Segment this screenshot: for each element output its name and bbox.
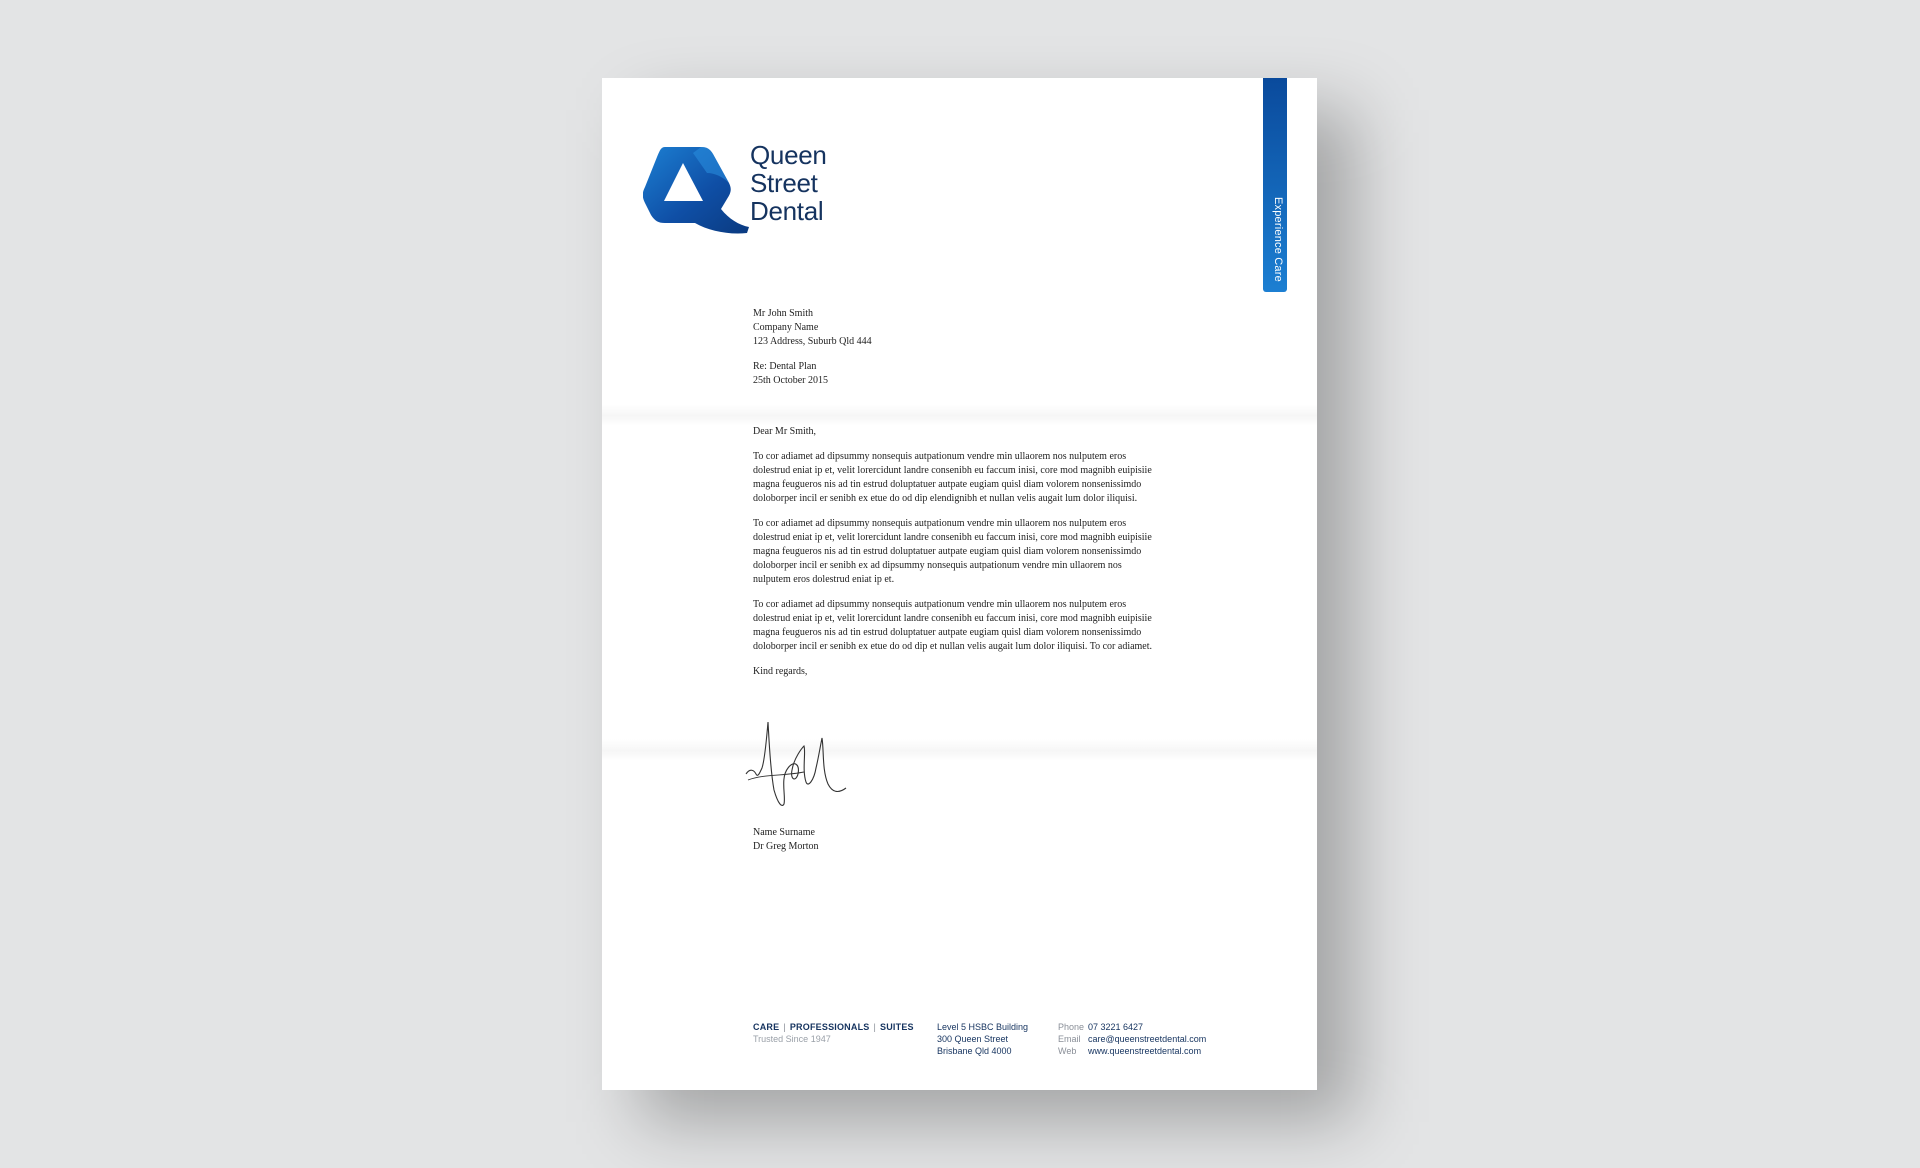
- footer-contact: [1058, 1021, 1206, 1057]
- recipient-block: [753, 307, 1218, 349]
- logo-mark-icon: [643, 143, 749, 235]
- web-link[interactable]: www.queenstreetdental.com: [1088, 1046, 1202, 1056]
- footer-nav: [753, 1021, 914, 1045]
- reference-block: [753, 360, 1218, 388]
- paragraph-3: [753, 598, 1218, 654]
- paragraph-1: [753, 450, 1218, 506]
- paragraph-line: magna feugueros nis ad tin estrud doluptatuer autpate eugiam quisl diam volorem nonsenissimdo: [753, 546, 1142, 557]
- paragraph-2: [753, 517, 1218, 587]
- closing: Kind regards,: [753, 666, 808, 677]
- paragraph-line: dolestrud eniat ip et, velit lorercidunt landre consenibh eu faccum inisi, core mod magnibh euipisiie: [753, 465, 1152, 476]
- logo-word-1: Queen: [750, 140, 827, 170]
- recipient-address: 123 Address, Suburb Qld 444: [753, 336, 872, 347]
- paragraph-line: To cor adiamet ad dipsummy nonsequis autpationum vendre min ullaorem nos nulputem eros: [753, 518, 1127, 529]
- paragraph-line: magna feugueros nis ad tin estrud doluptatuer autpate eugiam quisl diam volorem nonsenissimdo: [753, 479, 1142, 490]
- signature-image: [744, 708, 854, 818]
- experience-care-tab: [1263, 78, 1287, 292]
- footer-nav-care[interactable]: CARE: [753, 1022, 780, 1032]
- logo-wordmark: [750, 141, 827, 225]
- address-line: Brisbane Qld 4000: [937, 1046, 1012, 1056]
- address-line: Level 5 HSBC Building: [937, 1022, 1029, 1032]
- email-link[interactable]: care@queenstreetdental.com: [1088, 1034, 1207, 1044]
- paragraph-line: nulputem eros dolestrud eniat ip et.: [753, 574, 895, 585]
- paragraph-line: dolestrud eniat ip et, velit lorercidunt landre consenibh eu faccum inisi, core mod magnibh euipisiie: [753, 613, 1152, 624]
- logo-word-3: Dental: [750, 196, 824, 226]
- letter-body: [753, 307, 1218, 690]
- contact-label: Phone: [1058, 1022, 1085, 1032]
- contact-web: [1058, 1045, 1206, 1057]
- paragraph-line: doloborper incil er senibh ex ad dipsummy nonsequis autpationum vendre min ullaorem nos: [753, 560, 1122, 571]
- recipient-company: Company Name: [753, 322, 819, 333]
- footer-nav-professionals[interactable]: PROFESSIONALS: [789, 1022, 870, 1032]
- fold-line-lower: [602, 739, 1317, 751]
- paragraph-line: doloborper incil er senibh ex etue do od dip et nullan velis augait lum dolor iliquisi. To cor adiamet.: [753, 641, 1153, 652]
- paragraph-line: doloborper incil er senibh ex etue do od dip elendignibh et nullan velis augait lum dolor iliquisi.: [753, 493, 1138, 504]
- paragraph-line: dolestrud eniat ip et, velit lorercidunt landre consenibh eu faccum inisi, core mod magnibh euipisiie: [753, 532, 1152, 543]
- paragraph-line: To cor adiamet ad dipsummy nonsequis autpationum vendre min ullaorem nos nulputem eros: [753, 451, 1127, 462]
- contact-label: Web: [1058, 1046, 1077, 1056]
- tab-label: Experience Care: [1272, 197, 1284, 282]
- contact-email: [1058, 1033, 1206, 1045]
- paragraph-line: To cor adiamet ad dipsummy nonsequis autpationum vendre min ullaorem nos nulputem eros: [753, 599, 1127, 610]
- signatory-name: Name Surname: [753, 827, 815, 838]
- contact-label: Email: [1058, 1034, 1081, 1044]
- salutation: Dear Mr Smith,: [753, 426, 817, 437]
- fold-line-lower-lower: [602, 751, 1317, 761]
- signatory-title: Dr Greg Morton: [753, 841, 819, 852]
- logo-word-2: Street: [750, 168, 818, 198]
- footer-nav-separator: |: [783, 1022, 786, 1032]
- recipient-name: Mr John Smith: [753, 308, 814, 319]
- phone-value[interactable]: 07 3221 6427: [1088, 1022, 1144, 1032]
- address-line: 300 Queen Street: [937, 1034, 1009, 1044]
- paragraph-line: magna feugueros nis ad tin estrud doluptatuer autpate eugiam quisl diam volorem nonsenissimdo: [753, 627, 1142, 638]
- footer-nav-suites[interactable]: SUITES: [880, 1022, 914, 1032]
- contact-phone: [1058, 1021, 1206, 1033]
- signatory-block: [753, 826, 819, 854]
- footer-nav-separator: |: [873, 1022, 877, 1032]
- footer-address: [937, 1021, 1028, 1057]
- reference-subject: Re: Dental Plan: [753, 361, 817, 372]
- letterhead-page: [602, 78, 1317, 1090]
- footer-tagline: Trusted Since 1947: [753, 1034, 831, 1044]
- reference-date: 25th October 2015: [753, 375, 828, 386]
